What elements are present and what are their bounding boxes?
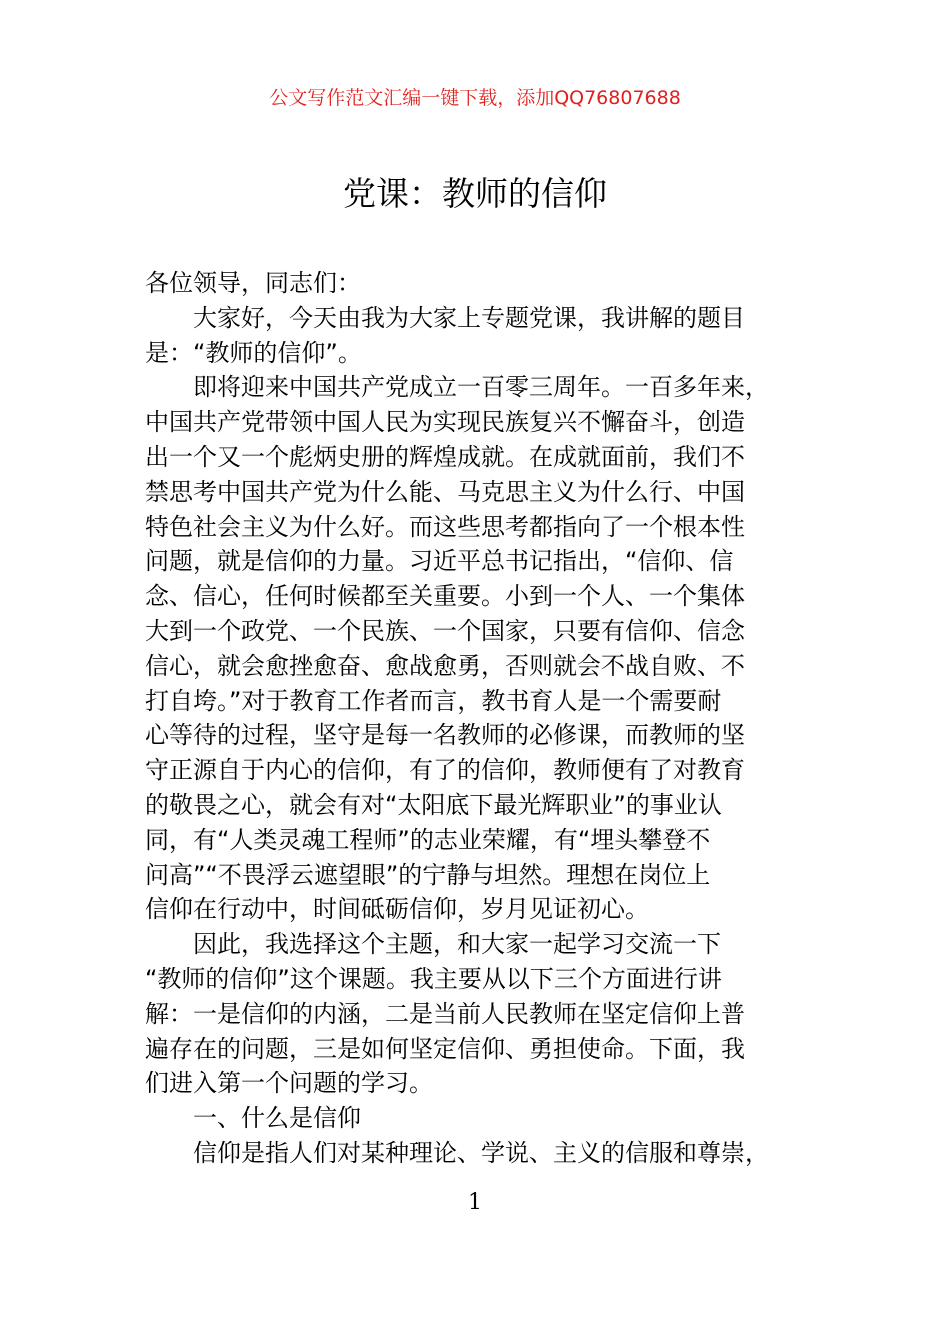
body-line: 问题，就是信仰的力量。习近平总书记指出，“信仰、信 — [145, 547, 734, 576]
body-line: 念、信心，任何时候都至关重要。小到一个人、一个集体 — [145, 582, 745, 611]
body-line: 问高”“不畏浮云遮望眼”的宁静与坦然。理想在岗位上 — [145, 860, 711, 889]
body-line: 打自垮。”对于教育工作者而言，教书育人是一个需要耐 — [145, 686, 722, 715]
body-line: 出一个又一个彪炳史册的辉煌成就。在成就面前，我们不 — [145, 442, 745, 471]
body-line: 因此，我选择这个主题，和大家一起学习交流一下 — [193, 930, 721, 959]
body-line: 是：“教师的信仰”。 — [145, 338, 362, 367]
body-line: 心等待的过程，坚守是每一名教师的必修课，而教师的坚 — [145, 721, 745, 750]
body-line: 信心，就会愈挫愈奋、愈战愈勇，否则就会不战自败、不 — [145, 651, 745, 680]
body-line: 守正源自于内心的信仰，有了的信仰，教师便有了对教育 — [145, 756, 745, 785]
page-number: 1 — [468, 1190, 482, 1215]
body-line: 信仰在行动中，时间砥砺信仰，岁月见证初心。 — [145, 895, 649, 924]
body-line: 解：一是信仰的内涵，二是当前人民教师在坚定信仰上普 — [145, 999, 745, 1028]
body-line: 遍存在的问题，三是如何坚定信仰、勇担使命。下面，我 — [145, 1034, 745, 1063]
body-line: 禁思考中国共产党为什么能、马克思主义为什么行、中国 — [145, 477, 745, 506]
body-line: 同，有“人类灵魂工程师”的志业荣耀，有“埋头攀登不 — [145, 825, 711, 854]
watermark-text: 公文写作范文汇编一键下载，添加QQ76807688 — [269, 87, 681, 109]
body-line: 一、什么是信仰 — [193, 1104, 361, 1133]
document-body — [145, 266, 809, 1171]
body-line: 的敬畏之心，就会有对“太阳底下最光辉职业”的事业认 — [145, 790, 722, 819]
body-line: 特色社会主义为什么好。而这些思考都指向了一个根本性 — [145, 512, 745, 541]
body-line: “教师的信仰”这个课题。我主要从以下三个方面进行讲 — [145, 964, 722, 993]
body-line: 中国共产党带领中国人民为实现民族复兴不懈奋斗，创造 — [145, 408, 745, 437]
body-line: 大家好，今天由我为大家上专题党课，我讲解的题目 — [193, 303, 745, 332]
body-line: 即将迎来中国共产党成立一百零三周年。一百多年来， — [193, 373, 769, 402]
body-line: 信仰是指人们对某种理论、学说、主义的信服和尊崇， — [193, 1138, 769, 1167]
page-title: 党课：教师的信仰 — [343, 174, 607, 213]
body-line: 各位领导，同志们： — [145, 269, 361, 297]
body-line: 们进入第一个问题的学习。 — [145, 1069, 433, 1098]
body-line: 大到一个政党、一个民族、一个国家，只要有信仰、信念 — [145, 616, 745, 645]
